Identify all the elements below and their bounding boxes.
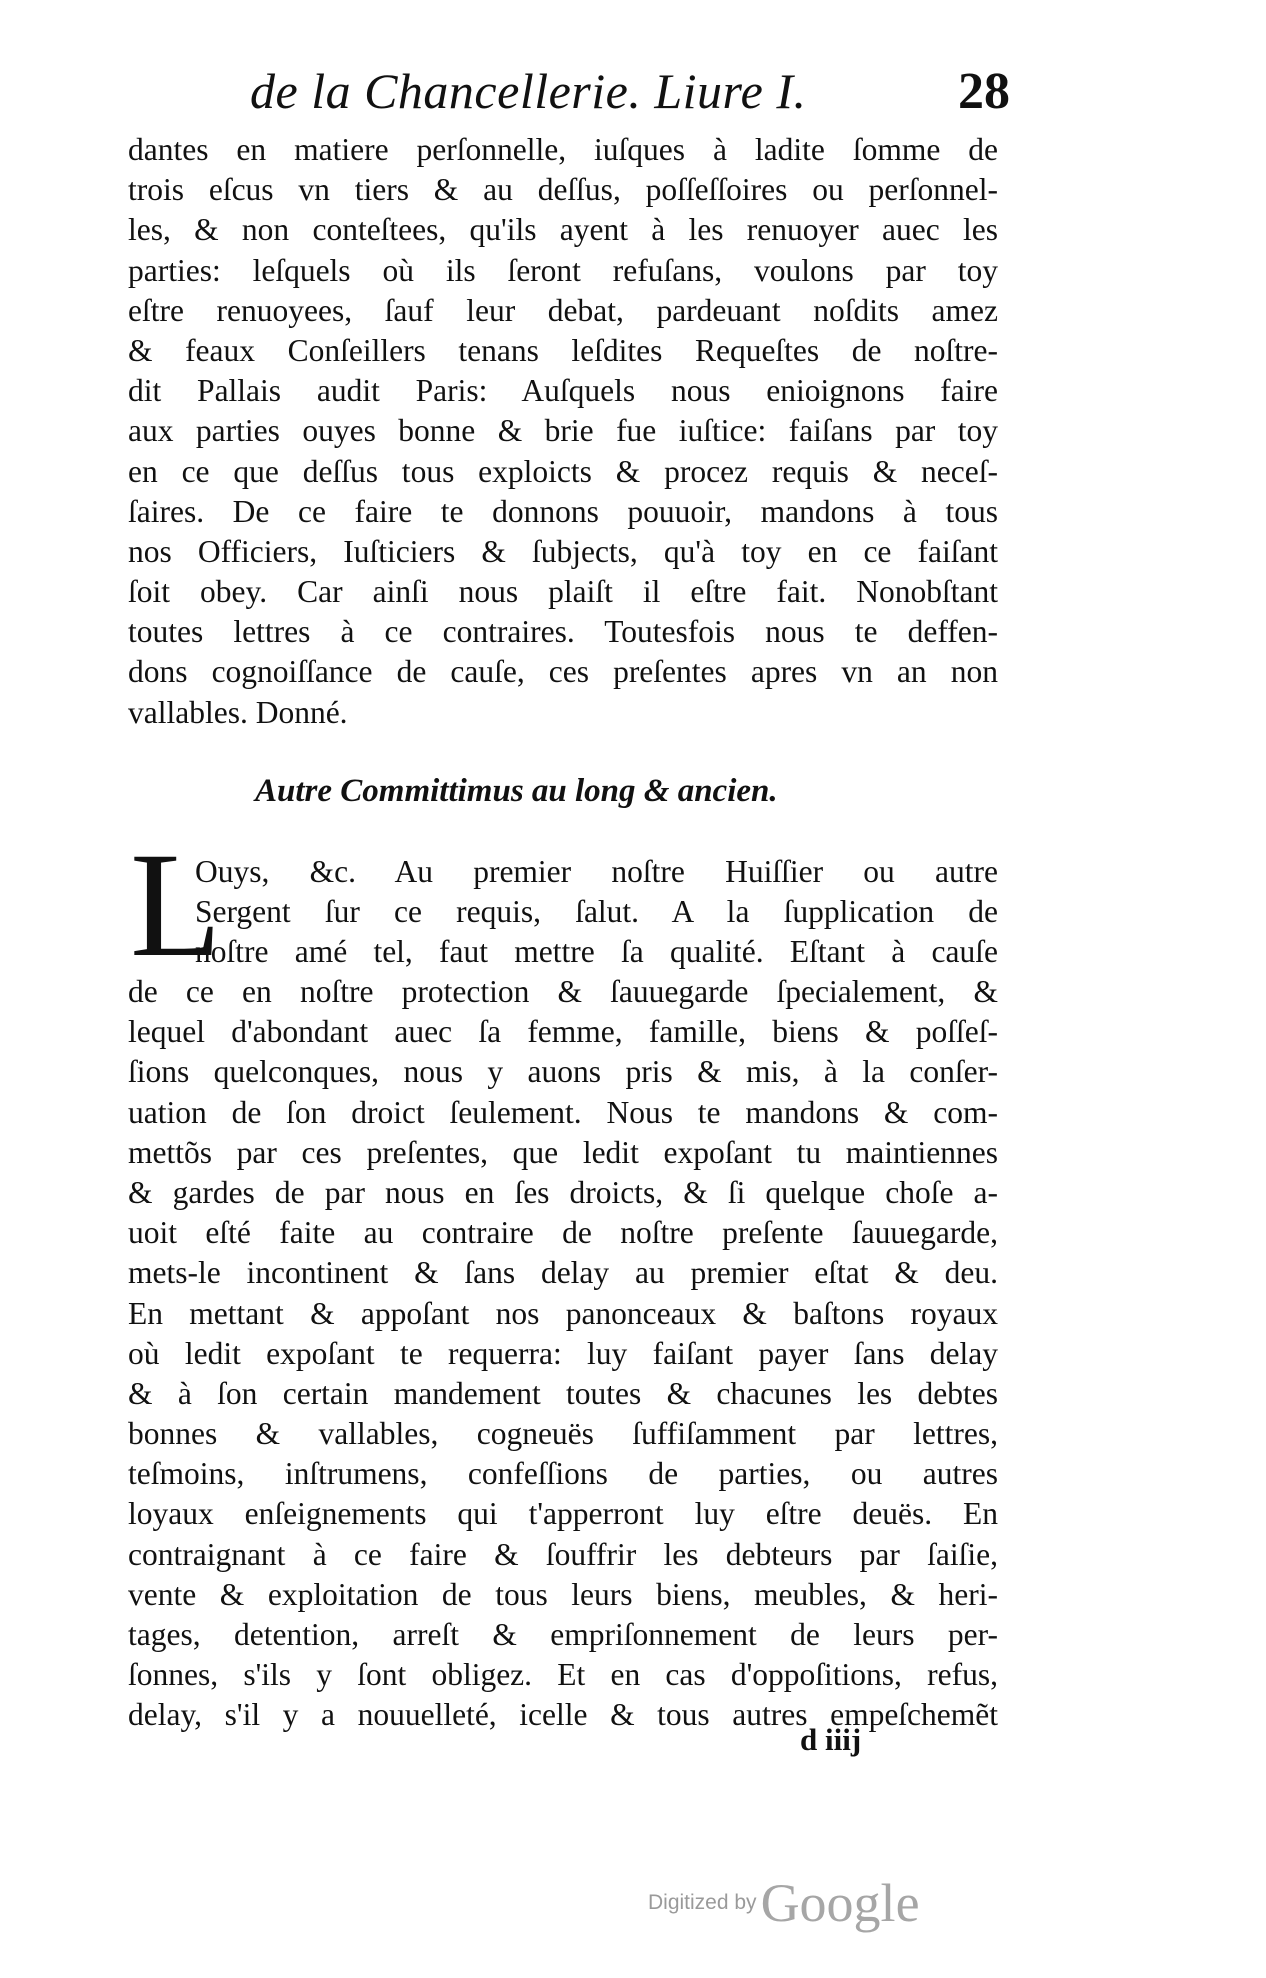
running-title: de la Chancellerie. Liure I.: [250, 63, 807, 119]
text-line: nos Officiers, Iuſticiers & ſubjects, qu'à toy en ce faiſant: [128, 533, 998, 569]
signature-mark: d iiij: [800, 1722, 862, 1757]
text-line: en ce que deſſus tous exploicts & procez requis & neceſ-: [128, 453, 998, 489]
text-block-body: [128, 972, 998, 1736]
page-number: 28: [958, 63, 1010, 120]
text-line: dit Pallais audit Paris: Auſquels nous enioignons faire: [128, 373, 998, 409]
text-line: où ledit expoſant te requerra: luy faiſant payer ſans delay: [128, 1335, 998, 1371]
text-block-continuation: [128, 130, 998, 733]
text-line: trois eſcus vn tiers & au deſſus, poſſeſſoires ou perſonnel-: [128, 172, 998, 208]
text-line: & gardes de par nous en ſes droicts, & ſi quelque choſe a-: [128, 1174, 998, 1210]
text-line: vallables. Donné.: [128, 694, 348, 730]
text-line: ſoit obey. Car ainſi nous plaiſt il eſtre fait. Nonobſtant: [128, 574, 998, 610]
watermark-prefix: Digitized by: [648, 1891, 757, 1914]
text-line: lequel d'abondant auec ſa femme, famille, biens & poſſeſ-: [128, 1014, 998, 1050]
text-line: mettõs par ces preſentes, que ledit expoſant tu maintiennes: [128, 1134, 998, 1170]
text-line: uation de ſon droict ſeulement. Nous te mandons & com-: [128, 1094, 998, 1130]
text-line: vente & exploitation de tous leurs biens, meubles, & heri-: [128, 1576, 998, 1612]
text-line: noſtre amé tel, faut mettre ſa qualité. Eſtant à cauſe: [195, 934, 998, 970]
drop-cap-initial: L: [130, 822, 222, 988]
text-block-indented-opening: [195, 852, 998, 973]
digitized-watermark: [648, 1872, 920, 1934]
text-line: eſtre renuoyees, ſauf leur debat, pardeuant noſdits amez: [128, 292, 998, 328]
text-line: ſions quelconques, nous y auons pris & mis, à la conſer-: [128, 1054, 998, 1090]
section-heading: Autre Committimus au long & ancien.: [255, 773, 778, 809]
text-line: & à ſon certain mandement toutes & chacunes les debtes: [128, 1375, 998, 1411]
text-line: dons cognoiſſance de cauſe, ces preſentes apres vn an non: [128, 654, 998, 690]
text-line: parties: leſquels où ils ſeront refuſans, voulons par toy: [128, 252, 998, 288]
text-line: ſonnes, s'ils y ſont obligez. Et en cas d'oppoſitions, refus,: [128, 1657, 998, 1693]
text-line: & feaux Conſeillers tenans leſdites Requeſtes de noſtre-: [128, 332, 998, 368]
text-line: bonnes & vallables, cogneuës ſuffiſamment par lettres,: [128, 1416, 998, 1452]
text-line: contraignant à ce faire & ſouffrir les debteurs par ſaiſie,: [128, 1536, 998, 1572]
text-line: mets-le incontinent & ſans delay au premier eſtat & deu.: [128, 1255, 998, 1291]
text-line: les, & non conteſtees, qu'ils ayent à les renuoyer auec les: [128, 212, 998, 248]
text-line: loyaux enſeignements qui t'apperront luy eſtre deuës. En: [128, 1496, 998, 1532]
text-line: Ouys, &c. Au premier noſtre Huiſſier ou autre: [195, 854, 998, 889]
text-line: ſaires. De ce faire te donnons pouuoir, mandons à tous: [128, 493, 998, 529]
text-line: teſmoins, inſtrumens, confeſſions de parties, ou autres: [128, 1456, 998, 1492]
text-line: tages, detention, arreſt & empriſonnement de leurs per-: [128, 1617, 998, 1652]
text-line: delay, s'il y a nouuelleté, icelle & tous autres empeſchemẽt: [128, 1697, 998, 1733]
text-line: toutes lettres à ce contraires. Toutesfois nous te deffen-: [128, 614, 998, 650]
text-line: de ce en noſtre protection & ſauuegarde ſpecialement, &: [128, 974, 998, 1009]
text-line: Sergent ſur ce requis, ſalut. A la ſupplication de: [195, 894, 998, 930]
text-line: En mettant & appoſant nos panonceaux & baſtons royaux: [128, 1295, 998, 1331]
text-line: aux parties ouyes bonne & brie fue iuſtice: faiſans par toy: [128, 413, 998, 449]
watermark-brand: Google: [760, 1873, 920, 1933]
text-line: uoit eſté faite au contraire de noſtre preſente ſauuegarde,: [128, 1215, 998, 1251]
text-line: dantes en matiere perſonnelle, iuſques à ladite ſomme de: [128, 132, 998, 167]
running-head: [250, 62, 1010, 132]
